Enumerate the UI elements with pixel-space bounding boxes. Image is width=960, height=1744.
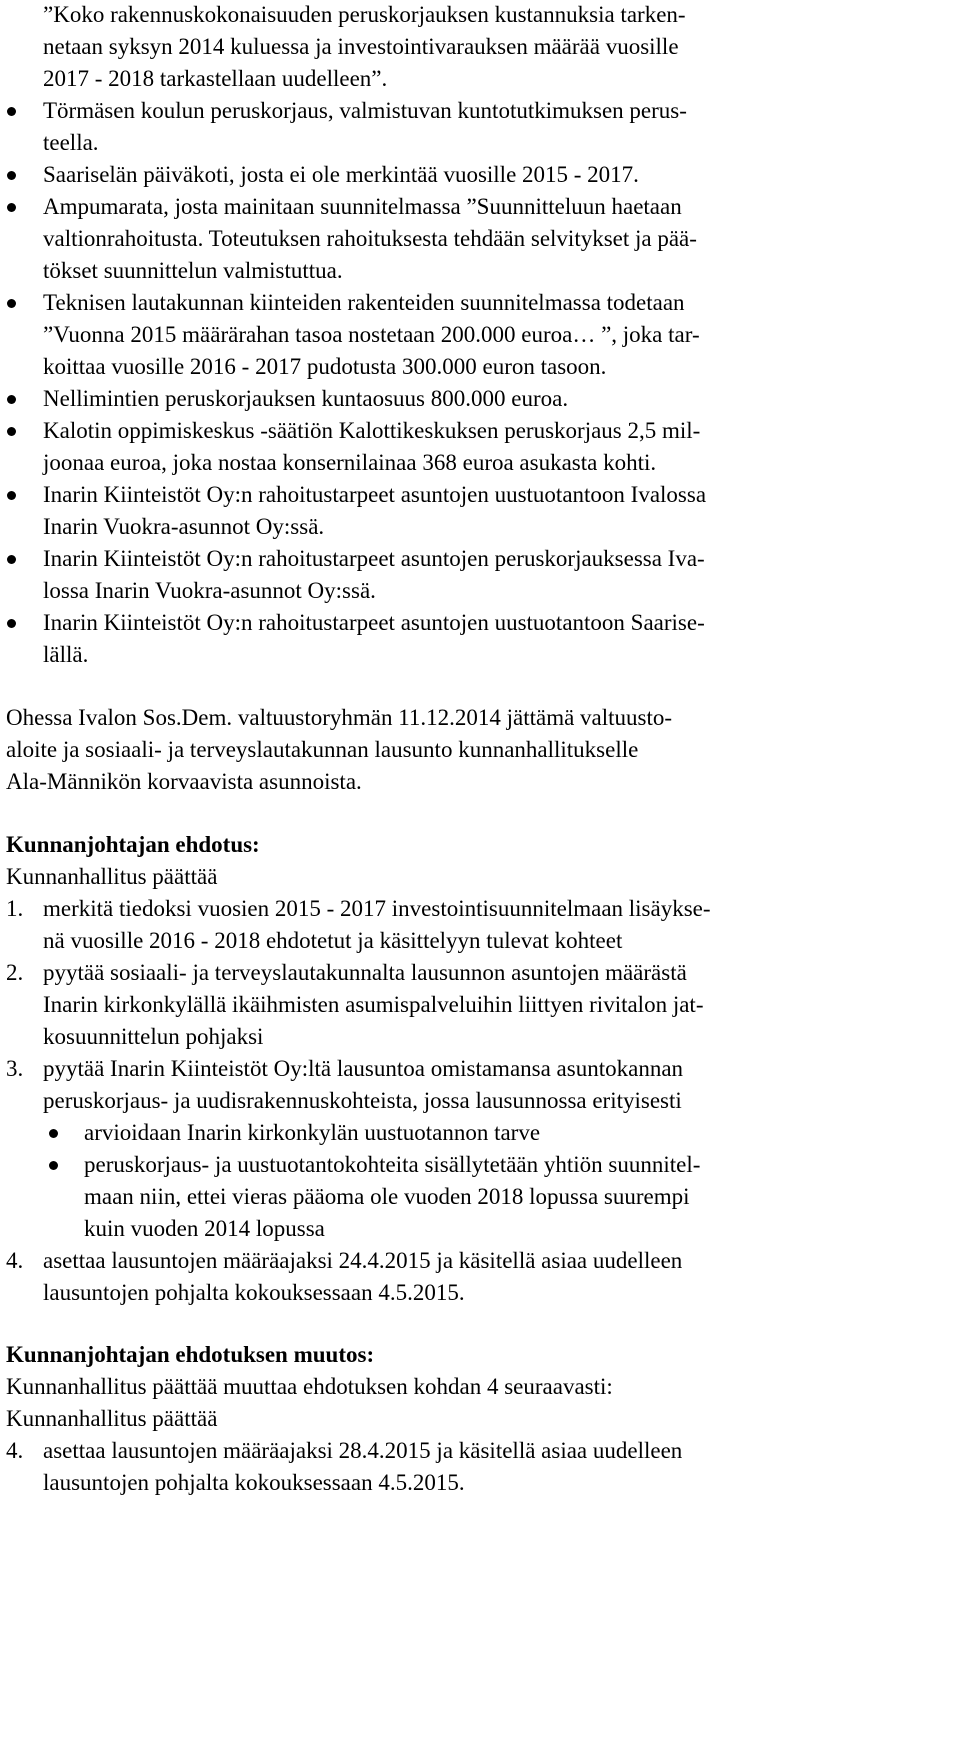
bullet-icon	[49, 1161, 58, 1170]
proposal-heading: Kunnanjohtajan ehdotus:	[6, 832, 260, 857]
list-item: joonaa euroa, joka nostaa konsernilainaa 368 euroa asukasta kohti.	[43, 450, 657, 475]
list-item: koittaa vuosille 2016 - 2017 pudotusta 300.000 euron tasoon.	[43, 354, 607, 379]
list-item: valtionrahoitusta. Toteutuksen rahoituksesta tehdään selvitykset ja pää-	[43, 226, 697, 251]
bullet-icon	[7, 299, 16, 308]
list-item: tökset suunnittelun valmistuttua.	[43, 258, 343, 283]
amendment-line: Kunnanhallitus päättää muuttaa ehdotuksen kohdan 4 seuraavasti:	[6, 1374, 613, 1399]
item-number: 4.	[6, 1438, 24, 1463]
proposal-item-line: pyytää Inarin Kiinteistöt Oy:ltä lausuntoa omistamansa asuntokannan	[43, 1056, 684, 1081]
item-number: 2.	[6, 960, 24, 985]
bullet-icon	[7, 555, 16, 564]
item-number: 4.	[6, 1248, 24, 1273]
bullet-icon	[49, 1129, 58, 1138]
proposal-item-line: Inarin kirkonkylällä ikäihmisten asumispalveluihin liittyen rivitalon jat-	[43, 992, 704, 1017]
proposal-item-line: asettaa lausuntojen määräajaksi 24.4.2015 ja käsitellä asiaa uudelleen	[43, 1248, 683, 1273]
sub-item-line: kuin vuoden 2014 lopussa	[84, 1216, 325, 1241]
paragraph-line: aloite ja sosiaali- ja terveyslautakunnan lausunto kunnanhallitukselle	[6, 737, 639, 762]
bullet-icon	[7, 395, 16, 404]
amendment-item-line: lausuntojen pohjalta kokouksessaan 4.5.2015.	[43, 1470, 465, 1495]
quote-line: ”Koko rakennuskokonaisuuden peruskorjauksen kustannuksia tarken-	[43, 2, 686, 27]
bullet-icon	[7, 203, 16, 212]
item-number: 1.	[6, 896, 24, 921]
amendment-item-line: asettaa lausuntojen määräajaksi 28.4.2015 ja käsitellä asiaa uudelleen	[43, 1438, 683, 1463]
list-item: Törmäsen koulun peruskorjaus, valmistuvan kuntotutkimuksen perus-	[43, 98, 687, 123]
list-item: Nellimintien peruskorjauksen kuntaosuus 800.000 euroa.	[43, 386, 569, 411]
proposal-item-line: nä vuosille 2016 - 2018 ehdotetut ja käsittelyyn tulevat kohteet	[43, 928, 623, 953]
proposal-item-line: peruskorjaus- ja uudisrakennuskohteista, jossa lausunnossa erityisesti	[43, 1088, 682, 1113]
sub-item-line: peruskorjaus- ja uustuotantokohteita sisällytetään yhtiön suunnitel-	[84, 1152, 701, 1177]
list-item: teella.	[43, 130, 99, 155]
paragraph-line: Ohessa Ivalon Sos.Dem. valtuustoryhmän 11.12.2014 jättämä valtuusto-	[6, 705, 673, 730]
list-item: Saariselän päiväkoti, josta ei ole merkintää vuosille 2015 - 2017.	[43, 162, 639, 187]
bullet-icon	[7, 491, 16, 500]
sub-item-line: maan niin, ettei vieras pääoma ole vuoden 2018 lopussa suurempi	[84, 1184, 690, 1209]
list-item: Ampumarata, josta mainitaan suunnitelmassa ”Suunnitteluun haetaan	[43, 194, 682, 219]
sub-item-line: arvioidaan Inarin kirkonkylän uustuotannon tarve	[84, 1120, 541, 1145]
list-item: Inarin Vuokra-asunnot Oy:ssä.	[43, 514, 325, 539]
amendment-heading: Kunnanjohtajan ehdotuksen muutos:	[6, 1342, 375, 1367]
bullet-icon	[7, 619, 16, 628]
proposal-item-line: kosuunnittelun pohjaksi	[43, 1024, 264, 1049]
proposal-item-line: pyytää sosiaali- ja terveyslautakunnalta lausunnon asuntojen määrästä	[43, 960, 687, 985]
list-item: Teknisen lautakunnan kiinteiden rakenteiden suunnitelmassa todetaan	[43, 290, 685, 315]
list-item: Kalotin oppimiskeskus -säätiön Kalottikeskuksen peruskorjaus 2,5 mil-	[43, 418, 701, 443]
bullet-icon	[7, 427, 16, 436]
list-item: Inarin Kiinteistöt Oy:n rahoitustarpeet asuntojen peruskorjauksessa Iva-	[43, 546, 705, 571]
list-item: Inarin Kiinteistöt Oy:n rahoitustarpeet asuntojen uustuotantoon Ivalossa	[43, 482, 707, 507]
proposal-item-line: lausuntojen pohjalta kokouksessaan 4.5.2015.	[43, 1280, 465, 1305]
bullet-icon	[7, 107, 16, 116]
paragraph-line: Ala-Männikön korvaavista asunnoista.	[6, 769, 362, 794]
list-item: lossa Inarin Vuokra-asunnot Oy:ssä.	[43, 578, 376, 603]
quote-line: 2017 - 2018 tarkastellaan uudelleen”.	[43, 66, 388, 91]
item-number: 3.	[6, 1056, 24, 1081]
bullet-icon	[7, 171, 16, 180]
list-item: lällä.	[43, 642, 89, 667]
proposal-item-line: merkitä tiedoksi vuosien 2015 - 2017 investointisuunnitelmaan lisäykse-	[43, 896, 711, 921]
quote-line: netaan syksyn 2014 kuluessa ja investointivarauksen määrää vuosille	[43, 34, 679, 59]
list-item: ”Vuonna 2015 määrärahan tasoa nostetaan 200.000 euroa… ”, joka tar-	[43, 322, 700, 347]
list-item: Inarin Kiinteistöt Oy:n rahoitustarpeet asuntojen uustuotantoon Saarise-	[43, 610, 705, 635]
amendment-line: Kunnanhallitus päättää	[6, 1406, 218, 1431]
proposal-intro: Kunnanhallitus päättää	[6, 864, 218, 889]
